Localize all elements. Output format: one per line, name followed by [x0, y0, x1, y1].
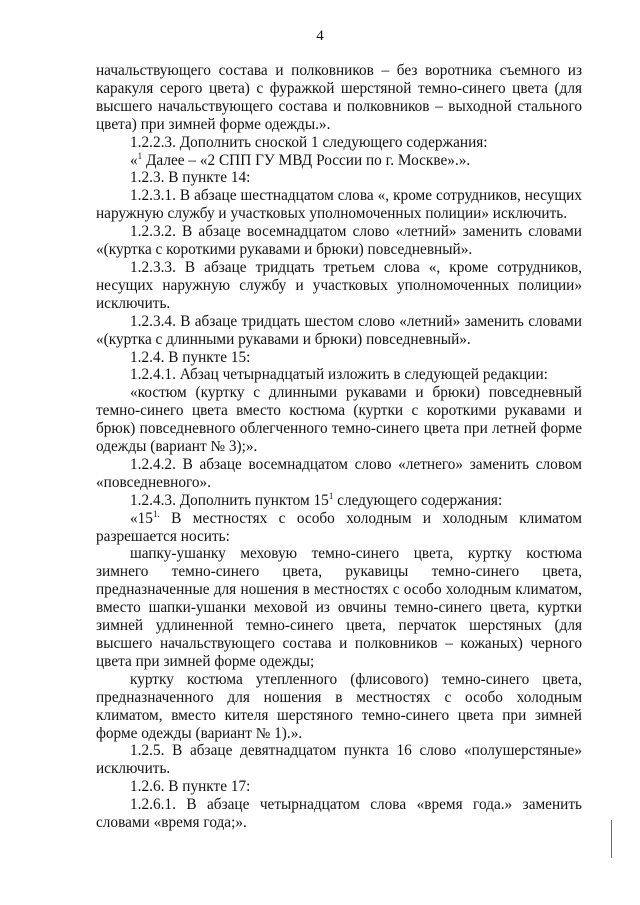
- paragraph: 1.2.4.1. Абзац четырнадцатый изложить в следующей редакции:: [130, 366, 548, 384]
- paragraph: 1.2.3.2. В абзаце восемнадцатом слово «летний» заменить словами «(куртка с короткими рукавами и брюки) повседневный».: [96, 223, 582, 259]
- paragraph: 1.2.3.1. В абзаце шестнадцатом слова «, кроме сотрудников, несущих наружную службу и участковых уполномоченных полиции» исключить.: [96, 187, 582, 223]
- paragraph: шапку-ушанку меховую темно-синего цвета, куртку костюма зимнего темно-синего цвета, рукавицы темно-синего цвета, предназначенные для ношения в местностях с особо холодным климатом, вместо шапки-ушанки меховой из овчины темно-синего цвета, куртки зимней удлиненной темно-синего цвета, перчаток шерстяных (для высшего начальствующего состава и полковников – кожаных) черного цвета при зимней форме одежды;: [96, 545, 582, 670]
- paragraph: 1.2.5. В абзаце девятнадцатом пункта 16 слово «полушерстяные» исключить.: [96, 742, 582, 778]
- paragraph: 1.2.4.3. Дополнить пунктом $15^1$ следующего содержания:: [130, 490, 503, 509]
- paragraph: начальствующего состава и полковников – без воротника съемного из каракуля серого цвета) с фуражкой шерстяной темно-синего цвета (для высшего начальствующего состава и полковников – выходной стального цвета) при зимней форме одежды.».: [96, 62, 582, 133]
- paragraph: 1.2.3. В пункте 14:: [130, 169, 251, 187]
- paragraph: 1.2.4.2. В абзаце восемнадцатом слово «летнего» заменить словом «повседневного».: [96, 455, 582, 491]
- paragraph: 1.2.2.3. Дополнить сноской 1 следующего содержания:: [130, 133, 488, 151]
- paragraph: 1.2.6. В пункте 17:: [130, 778, 251, 796]
- document-body: [96, 62, 582, 832]
- superscript-mark: 1.: [152, 508, 160, 519]
- paragraph: «костюм (куртку с длинными рукавами и брюки) повседневный темно-синего цвета вместо костюма (куртки с короткими рукавами и брюк) повседневного облегченного темно-синего цвета при летней форме одежды (вариант № 3);».: [96, 384, 582, 456]
- page-number: 4: [316, 28, 324, 44]
- paragraph: 1.2.3.4. В абзаце тридцать шестом слово «летний» заменить словами «(куртка с длинными рукавами и брюки) повседневный».: [96, 312, 582, 348]
- paragraph: 1.2.6.1. В абзаце четырнадцатом слова «время года.» заменить словами «время года;».: [96, 796, 582, 832]
- paragraph: 1.2.4. В пункте 15:: [130, 348, 251, 366]
- paragraph: куртку костюма утепленного (флисового) темно-синего цвета, предназначенного для ношения в местностях с особо холодным климатом, вместо кителя шерстяного темно-синего цвета при зимней форме одежды (вариант № 1).».: [96, 670, 582, 742]
- paragraph: «$15^{1.}$ В местностях с особо холодным и холодным климатом разрешается носить:: [96, 508, 582, 545]
- footnote-mark: 1: [137, 150, 143, 161]
- scan-edge-mark: [611, 820, 612, 858]
- superscript-mark: 1: [328, 490, 334, 501]
- paragraph: «$^1$ Далее – «2 СПП ГУ МВД России по г. Москве».».: [130, 150, 471, 169]
- paragraph: 1.2.3.3. В абзаце тридцать третьем слова «, кроме сотрудников, несущих наружную службу и участковых уполномоченных полиции» исключить.: [96, 258, 582, 312]
